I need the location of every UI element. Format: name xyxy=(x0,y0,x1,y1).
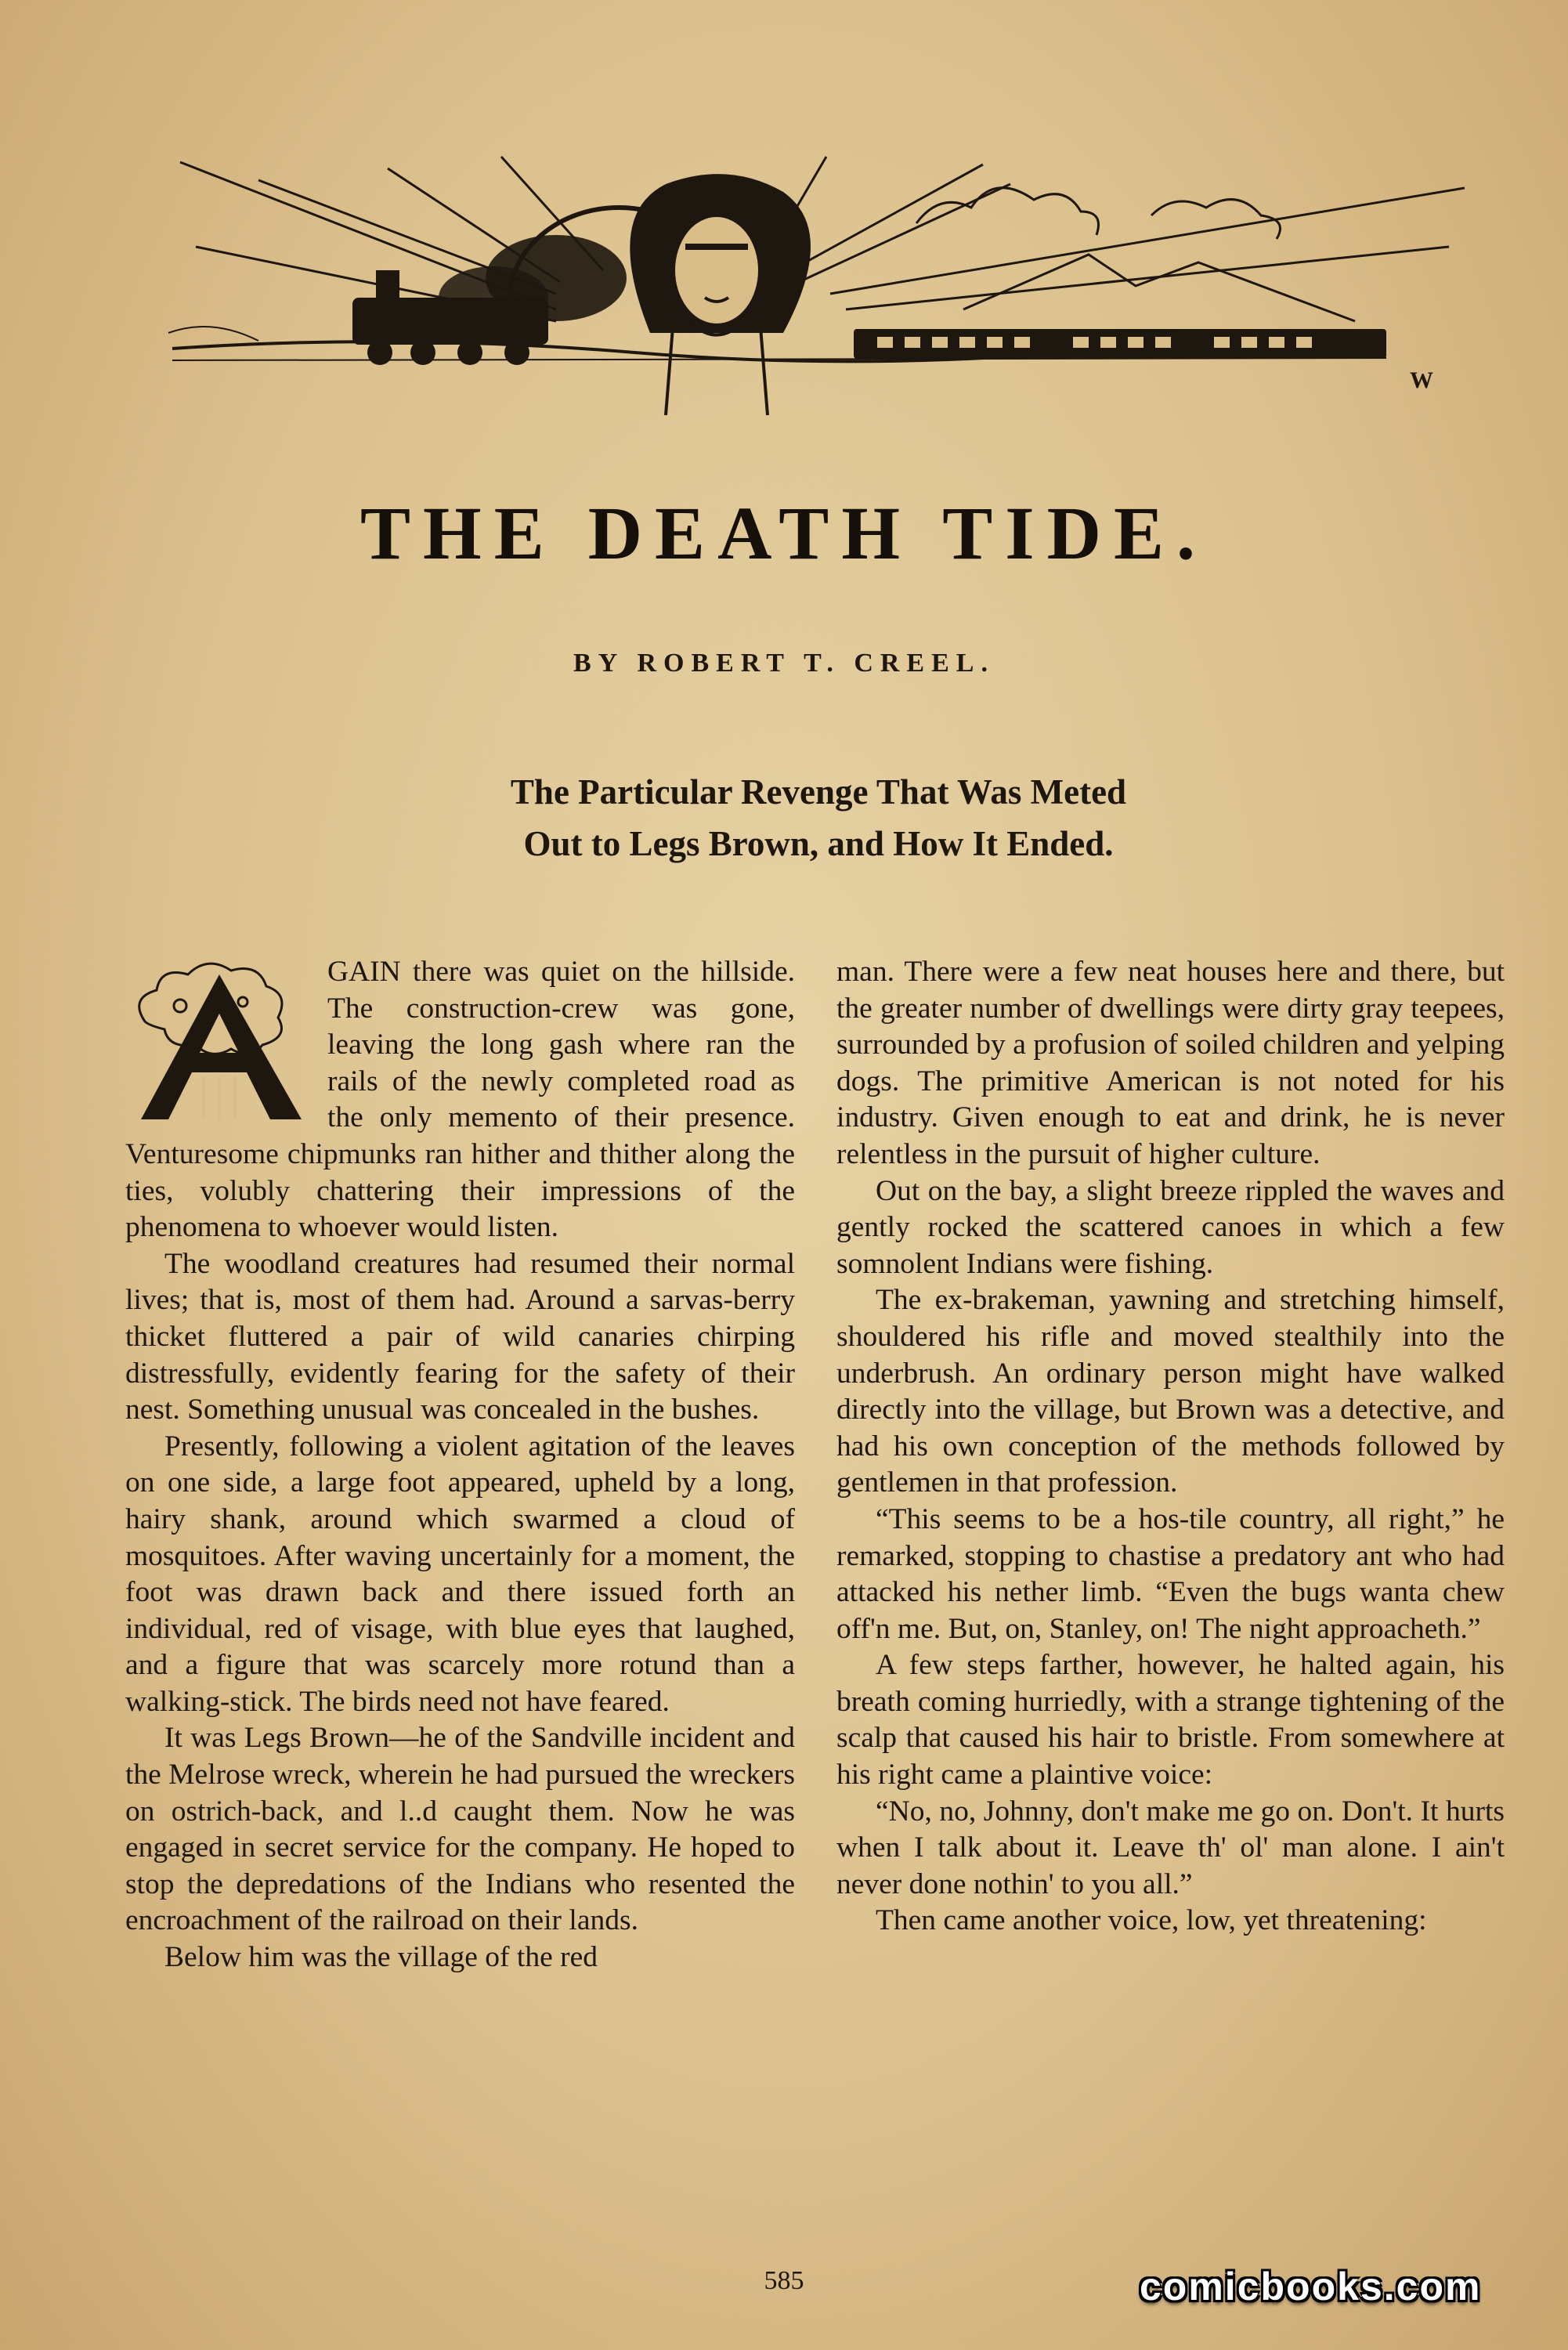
page-number: 585 xyxy=(764,2266,804,2295)
paragraph: Out on the bay, a slight breeze rippled the waves and gently rocked the scattered canoes in which a few somnolent Indians were fishing. xyxy=(836,1174,1505,1280)
paragraph: “This seems to be a hos-tile country, all right,” he remarked, stopping to chastise a predatory ant who had attacked his nether limb. “Even the bugs wanta chew off'n me. But, on, Stanley, on! The night approacheth.” xyxy=(836,1502,1505,1645)
article-title: THE DEATH TIDE. xyxy=(359,491,1208,575)
left-column xyxy=(125,954,795,1976)
paragraph: Below him was the village of the red xyxy=(164,1941,598,1974)
article-subtitle xyxy=(0,766,1568,870)
paragraph: It was Legs Brown—he of the Sandville incident and the Melrose wreck, wherein he had pursued the wreckers on ostrich-back, and l..d caught them. Now he was engaged in secret service for the company. He hoped to stop the depredations of the Indians who resented the encroachment of the railroad on their lands. xyxy=(125,1722,795,1937)
paragraph: Then came another voice, low, yet threatening: xyxy=(876,1904,1427,1937)
paragraph: The woodland creatures had resumed their normal lives; that is, most of them had. Around a sarvas-berry thicket fluttered a pair of wild canaries chirping distressfully, evidently fearing for the safety of their nest. Something unusual was concealed in the bushes. xyxy=(125,1247,795,1426)
paragraph: Presently, following a violent agitation of the leaves on one side, a large foot appeared, upheld by a long, hairy shank, around which swarmed a cloud of mosquitoes. After waving uncertainly for a moment, the foot was drawn back and there issued forth an individual, red of visage, with blue eyes that laughed, and a figure that was scarcely more rotund than a walking-stick. The birds need not have feared. xyxy=(125,1430,795,1718)
dropcap-ornament-icon xyxy=(125,959,313,1130)
subtitle-line-2: Out to Legs Brown, and How It Ended. xyxy=(523,824,1114,863)
paragraph: “No, no, Johnny, don't make me go on. Don't. It hurts when I talk about it. Leave th' ol' man alone. I ain't never done nothin' to you all.” xyxy=(836,1795,1505,1900)
paragraph: GAIN there was quiet on the hillside. The construction-crew was gone, leaving the long gash where ran the rails of the newly completed road as the only memento of their presence. Venturesome chipmunks ran hither and thither along the ties, volubly chattering their impressions of the phenomena to whoever would listen. xyxy=(125,956,795,1244)
subtitle-line-1: The Particular Revenge That Was Meted xyxy=(510,772,1127,812)
paragraph: The ex-brakeman, yawning and stretching himself, shouldered his rifle and moved stealthily into the underbrush. An ordinary person might have walked directly into the village, but Brown was a detective, and had his own conception of the methods followed by gentlemen in that profession. xyxy=(836,1284,1505,1499)
article-byline: BY ROBERT T. CREEL. xyxy=(573,649,995,678)
svg-text:W: W xyxy=(1410,367,1433,393)
right-column xyxy=(836,954,1505,1940)
watermark-logo: comicbooks.com xyxy=(1140,2265,1482,2308)
paragraph: A few steps farther, however, he halted again, his breath coming hurriedly, with a strange tightening of the scalp that caused his hair to bristle. From somewhere at his right came a plaintive voice: xyxy=(836,1649,1505,1791)
paragraph: man. There were a few neat houses here and there, but the greater number of dwellings were dirty gray teepees, surrounded by a profusion of soiled children and yelping dogs. The primitive American is not noted for his industry. Given enough to eat and drink, he is never relentless in the pursuit of higher culture. xyxy=(836,956,1505,1170)
header-illustration xyxy=(164,153,1465,415)
